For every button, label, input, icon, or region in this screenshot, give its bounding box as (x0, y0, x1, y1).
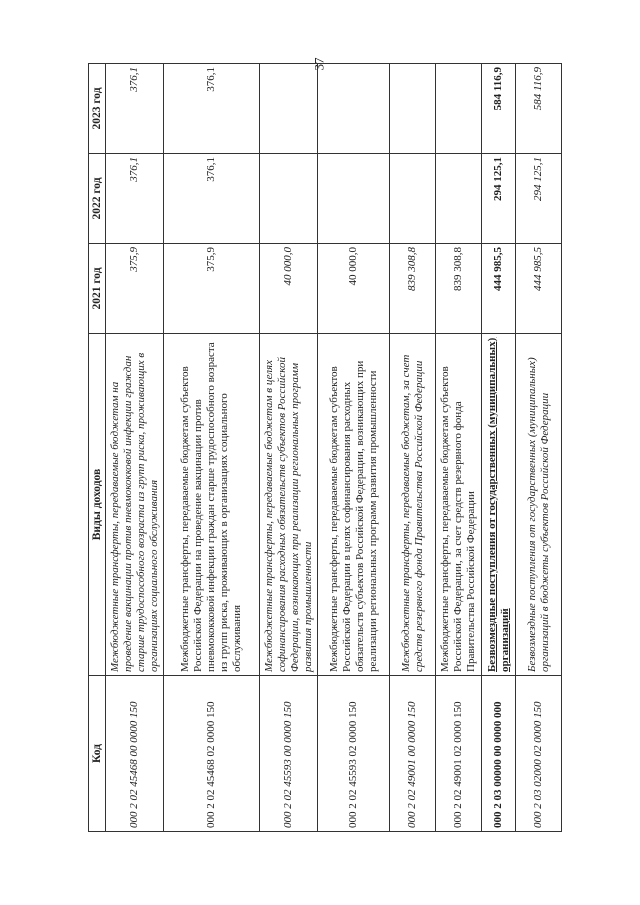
column-header-income-type: Виды доходов (89, 334, 106, 676)
row-value-2023 (390, 64, 436, 154)
row-value-2022 (390, 154, 436, 244)
row-code: 000 2 02 45468 00 0000 150 (106, 676, 164, 832)
row-value-2021: 839 308,8 (436, 244, 482, 334)
row-value-2022: 294 125,1 (482, 154, 516, 244)
page-number: 37 (311, 57, 326, 71)
table-row (516, 64, 562, 832)
row-code: 000 2 02 49001 00 0000 150 (390, 676, 436, 832)
row-value-2021: 40 000,0 (318, 244, 390, 334)
row-value-2021: 375,9 (106, 244, 164, 334)
row-income-type: Безвозмездные поступления от государственных (муниципальных) организаций (482, 334, 516, 676)
table-row (164, 64, 260, 832)
table-row (482, 64, 516, 832)
row-code: 000 2 03 02000 02 0000 150 (516, 676, 562, 832)
row-value-2021: 444 985,5 (482, 244, 516, 334)
row-income-type: Межбюджетные трансферты, передаваемые бюджетам, за счет средств резервного фонда Правительства Российской Федерации (390, 334, 436, 676)
row-value-2021: 375,9 (164, 244, 260, 334)
row-code: 000 2 02 45468 02 0000 150 (164, 676, 260, 832)
row-value-2023: 584 116,9 (516, 64, 562, 154)
row-value-2023: 376,1 (164, 64, 260, 154)
row-value-2023 (436, 64, 482, 154)
row-code: 000 2 03 00000 00 0000 000 (482, 676, 516, 832)
row-income-type: Межбюджетные трансферты, передаваемые бюджетам субъектов Российской Федерации на проведение вакцинации против пневмококковой инфекции граждан старше трудоспособного возраста из групп риска, проживающих в организациях социального обслуживания (164, 334, 260, 676)
row-value-2021: 40 000,0 (260, 244, 318, 334)
row-value-2023: 376,1 (106, 64, 164, 154)
table-row (260, 64, 318, 832)
row-value-2023 (260, 64, 318, 154)
row-value-2023 (318, 64, 390, 154)
row-value-2022: 376,1 (164, 154, 260, 244)
column-header-2022: 2022 год (89, 154, 106, 244)
column-header-code: Код (89, 676, 106, 832)
row-value-2021: 444 985,5 (516, 244, 562, 334)
row-value-2022: 376,1 (106, 154, 164, 244)
budget-table-sheet (88, 64, 551, 832)
table-header-row (89, 64, 106, 832)
row-value-2022 (436, 154, 482, 244)
budget-income-table (88, 63, 562, 832)
row-income-type: Безвозмездные поступления от государственных (муниципальных) организаций в бюджеты субъектов Российской Федерации (516, 334, 562, 676)
row-code: 000 2 02 49001 02 0000 150 (436, 676, 482, 832)
row-value-2021: 839 308,8 (390, 244, 436, 334)
row-value-2023: 584 116,9 (482, 64, 516, 154)
row-income-type: Межбюджетные трансферты, передаваемые бюджетам на проведение вакцинации против пневмококковой инфекции граждан старше трудоспособного возраста из групп риска, проживающих в организациях социального обслуживания (106, 334, 164, 676)
table-row (318, 64, 390, 832)
row-value-2022: 294 125,1 (516, 154, 562, 244)
column-header-2023: 2023 год (89, 64, 106, 154)
table-row (436, 64, 482, 832)
row-income-type: Межбюджетные трансферты, передаваемые бюджетам в целях софинансирования расходных обязательств субъектов Российской Федерации, возникающих при реализации региональных программ развития промышленности (260, 334, 318, 676)
column-header-2021: 2021 год (89, 244, 106, 334)
row-code: 000 2 02 45593 00 0000 150 (260, 676, 318, 832)
table-row (390, 64, 436, 832)
row-income-type: Межбюджетные трансферты, передаваемые бюджетам субъектов Российской Федерации в целях софинансирования расходных обязательств субъектов Российской Федерации, возникающих при реализации региональных программ развития промышленности (318, 334, 390, 676)
row-code: 000 2 02 45593 02 0000 150 (318, 676, 390, 832)
row-value-2022 (318, 154, 390, 244)
row-income-type: Межбюджетные трансферты, передаваемые бюджетам субъектов Российской Федерации, за счет средств резервного фонда Правительства Российской Федерации (436, 334, 482, 676)
row-value-2022 (260, 154, 318, 244)
table-row (106, 64, 164, 832)
